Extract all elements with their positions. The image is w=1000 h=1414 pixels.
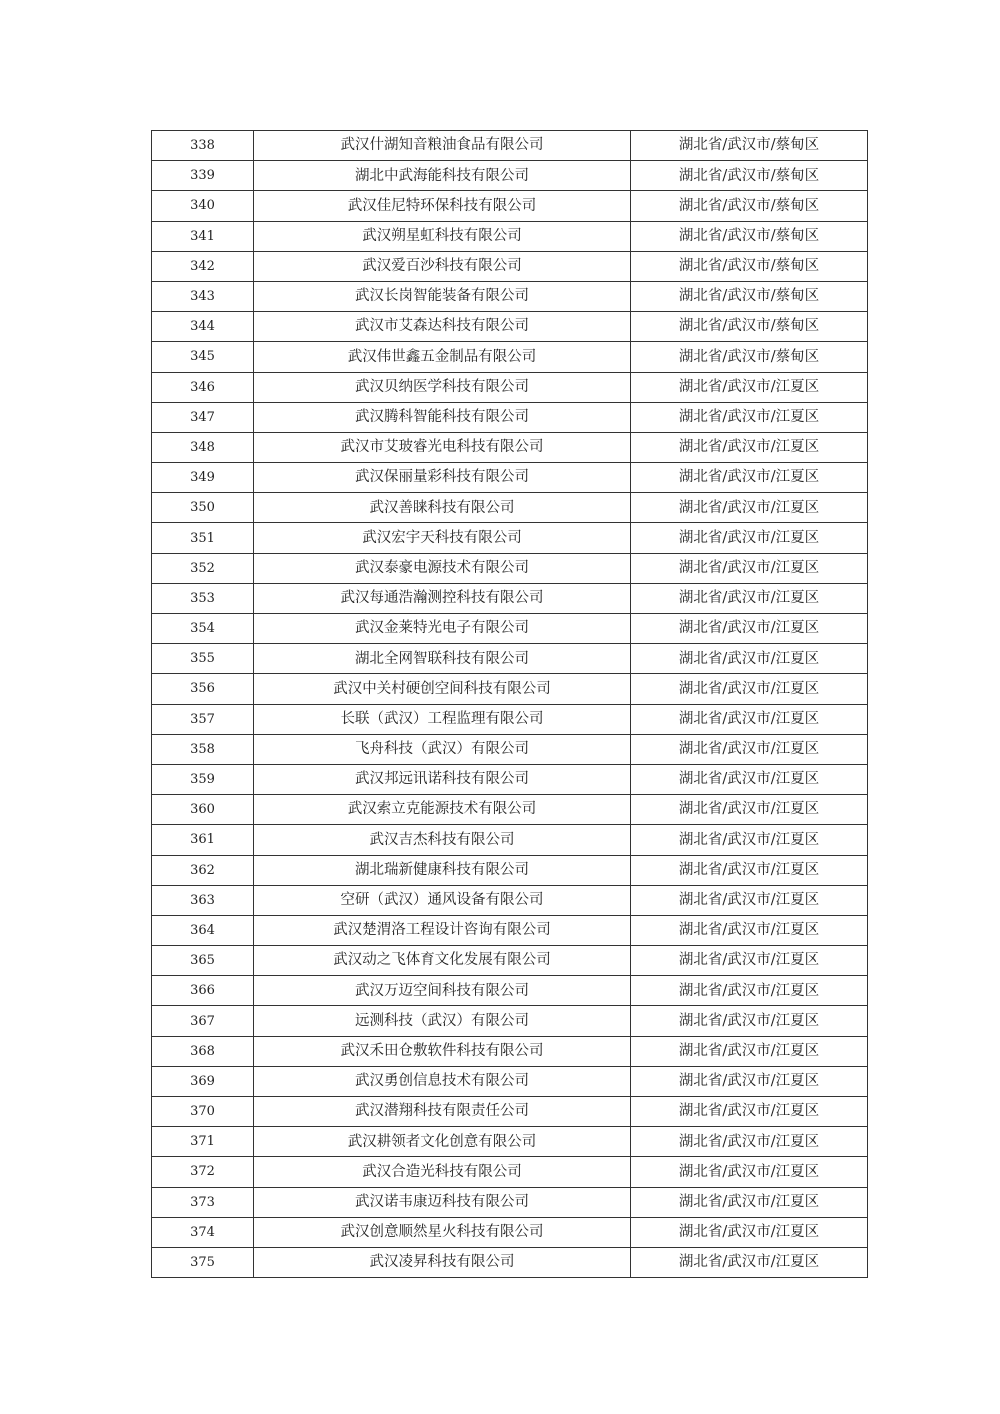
region-cell: 湖北省/武汉市/江夏区 [631,1217,868,1247]
region-cell: 湖北省/武汉市/江夏区 [631,1187,868,1217]
table-row [152,825,868,855]
table-row [152,795,868,825]
company-name-cell: 武汉保丽量彩科技有限公司 [254,463,631,493]
table-row [152,221,868,251]
row-number-cell: 357 [152,704,254,734]
company-name-cell: 湖北全网智联科技有限公司 [254,644,631,674]
row-number-cell: 339 [152,161,254,191]
row-number-cell: 371 [152,1127,254,1157]
company-name-cell: 武汉什湖知音粮油食品有限公司 [254,131,631,161]
row-number-cell: 348 [152,432,254,462]
company-name-cell: 湖北中武海能科技有限公司 [254,161,631,191]
row-number-cell: 364 [152,915,254,945]
company-name-cell: 武汉凌昇科技有限公司 [254,1247,631,1277]
row-number-cell: 354 [152,614,254,644]
company-name-cell: 武汉动之飞体育文化发展有限公司 [254,946,631,976]
region-cell: 湖北省/武汉市/江夏区 [631,976,868,1006]
row-number-cell: 362 [152,855,254,885]
region-cell: 湖北省/武汉市/江夏区 [631,915,868,945]
row-number-cell: 350 [152,493,254,523]
table-row [152,674,868,704]
table-row [152,1006,868,1036]
region-cell: 湖北省/武汉市/江夏区 [631,1006,868,1036]
table-row [152,131,868,161]
company-name-cell: 飞舟科技（武汉）有限公司 [254,734,631,764]
row-number-cell: 370 [152,1097,254,1127]
region-cell: 湖北省/武汉市/江夏区 [631,463,868,493]
region-cell: 湖北省/武汉市/江夏区 [631,1127,868,1157]
table-row [152,644,868,674]
table-row [152,342,868,372]
region-cell: 湖北省/武汉市/蔡甸区 [631,251,868,281]
table-row [152,1187,868,1217]
table-row [152,704,868,734]
row-number-cell: 355 [152,644,254,674]
region-cell: 湖北省/武汉市/江夏区 [631,523,868,553]
row-number-cell: 365 [152,946,254,976]
region-cell: 湖北省/武汉市/江夏区 [631,764,868,794]
region-cell: 湖北省/武汉市/江夏区 [631,1066,868,1096]
region-cell: 湖北省/武汉市/蔡甸区 [631,221,868,251]
table-row [152,855,868,885]
table-row [152,1036,868,1066]
row-number-cell: 367 [152,1006,254,1036]
row-number-cell: 374 [152,1217,254,1247]
row-number-cell: 363 [152,885,254,915]
company-name-cell: 武汉爱百沙科技有限公司 [254,251,631,281]
table-row [152,251,868,281]
row-number-cell: 359 [152,764,254,794]
region-cell: 湖北省/武汉市/江夏区 [631,1036,868,1066]
company-table-body [152,131,868,1278]
row-number-cell: 366 [152,976,254,1006]
company-name-cell: 武汉禾田仓敷软件科技有限公司 [254,1036,631,1066]
company-name-cell: 武汉潜翔科技有限责任公司 [254,1097,631,1127]
company-name-cell: 武汉市艾森达科技有限公司 [254,312,631,342]
company-name-cell: 武汉伟世鑫五金制品有限公司 [254,342,631,372]
row-number-cell: 360 [152,795,254,825]
region-cell: 湖北省/武汉市/江夏区 [631,946,868,976]
company-name-cell: 湖北瑞新健康科技有限公司 [254,855,631,885]
table-row [152,161,868,191]
table-row [152,1127,868,1157]
region-cell: 湖北省/武汉市/江夏区 [631,734,868,764]
region-cell: 湖北省/武汉市/蔡甸区 [631,342,868,372]
company-name-cell: 武汉邦远讯诺科技有限公司 [254,764,631,794]
region-cell: 湖北省/武汉市/江夏区 [631,825,868,855]
company-name-cell: 武汉诺韦康迈科技有限公司 [254,1187,631,1217]
row-number-cell: 342 [152,251,254,281]
table-row [152,402,868,432]
company-name-cell: 武汉合造光科技有限公司 [254,1157,631,1187]
table-row [152,463,868,493]
row-number-cell: 338 [152,131,254,161]
row-number-cell: 347 [152,402,254,432]
region-cell: 湖北省/武汉市/江夏区 [631,1247,868,1277]
table-row [152,372,868,402]
company-name-cell: 武汉佳尼特环保科技有限公司 [254,191,631,221]
row-number-cell: 352 [152,553,254,583]
company-name-cell: 武汉中关村硬创空间科技有限公司 [254,674,631,704]
row-number-cell: 369 [152,1066,254,1096]
company-name-cell: 武汉创意顺然星火科技有限公司 [254,1217,631,1247]
row-number-cell: 351 [152,523,254,553]
row-number-cell: 353 [152,583,254,613]
region-cell: 湖北省/武汉市/江夏区 [631,493,868,523]
table-row [152,583,868,613]
table-row [152,1097,868,1127]
company-name-cell: 武汉长岗智能装备有限公司 [254,281,631,311]
company-name-cell: 武汉吉杰科技有限公司 [254,825,631,855]
row-number-cell: 341 [152,221,254,251]
table-row [152,1247,868,1277]
company-name-cell: 长联（武汉）工程监理有限公司 [254,704,631,734]
table-row [152,312,868,342]
row-number-cell: 358 [152,734,254,764]
company-name-cell: 武汉索立克能源技术有限公司 [254,795,631,825]
region-cell: 湖北省/武汉市/蔡甸区 [631,312,868,342]
company-name-cell: 武汉泰豪电源技术有限公司 [254,553,631,583]
company-name-cell: 远测科技（武汉）有限公司 [254,1006,631,1036]
region-cell: 湖北省/武汉市/江夏区 [631,372,868,402]
region-cell: 湖北省/武汉市/蔡甸区 [631,131,868,161]
table-row [152,553,868,583]
table-row [152,885,868,915]
table-row [152,915,868,945]
region-cell: 湖北省/武汉市/江夏区 [631,583,868,613]
row-number-cell: 340 [152,191,254,221]
table-row [152,734,868,764]
company-name-cell: 武汉腾科智能科技有限公司 [254,402,631,432]
region-cell: 湖北省/武汉市/江夏区 [631,704,868,734]
region-cell: 湖北省/武汉市/江夏区 [631,1097,868,1127]
row-number-cell: 349 [152,463,254,493]
table-row [152,1066,868,1096]
region-cell: 湖北省/武汉市/江夏区 [631,402,868,432]
company-name-cell: 武汉宏宇天科技有限公司 [254,523,631,553]
company-name-cell: 武汉勇创信息技术有限公司 [254,1066,631,1096]
table-row [152,614,868,644]
region-cell: 湖北省/武汉市/蔡甸区 [631,161,868,191]
company-name-cell: 武汉楚渭洛工程设计咨询有限公司 [254,915,631,945]
row-number-cell: 361 [152,825,254,855]
table-row [152,523,868,553]
row-number-cell: 373 [152,1187,254,1217]
company-name-cell: 武汉每通浩瀚测控科技有限公司 [254,583,631,613]
region-cell: 湖北省/武汉市/蔡甸区 [631,191,868,221]
row-number-cell: 346 [152,372,254,402]
row-number-cell: 344 [152,312,254,342]
row-number-cell: 368 [152,1036,254,1066]
row-number-cell: 345 [152,342,254,372]
region-cell: 湖北省/武汉市/江夏区 [631,1157,868,1187]
table-row [152,281,868,311]
company-name-cell: 武汉市艾玻睿光电科技有限公司 [254,432,631,462]
company-name-cell: 武汉万迈空间科技有限公司 [254,976,631,1006]
region-cell: 湖北省/武汉市/江夏区 [631,553,868,583]
region-cell: 湖北省/武汉市/江夏区 [631,885,868,915]
region-cell: 湖北省/武汉市/江夏区 [631,614,868,644]
row-number-cell: 343 [152,281,254,311]
row-number-cell: 356 [152,674,254,704]
table-row [152,1217,868,1247]
table-row [152,432,868,462]
company-name-cell: 武汉耕领者文化创意有限公司 [254,1127,631,1157]
table-row [152,764,868,794]
company-table [151,130,868,1278]
region-cell: 湖北省/武汉市/江夏区 [631,432,868,462]
company-name-cell: 武汉善睐科技有限公司 [254,493,631,523]
row-number-cell: 372 [152,1157,254,1187]
region-cell: 湖北省/武汉市/蔡甸区 [631,281,868,311]
table-row [152,493,868,523]
company-name-cell: 武汉朔星虹科技有限公司 [254,221,631,251]
table-row [152,191,868,221]
region-cell: 湖北省/武汉市/江夏区 [631,855,868,885]
region-cell: 湖北省/武汉市/江夏区 [631,795,868,825]
company-name-cell: 武汉贝纳医学科技有限公司 [254,372,631,402]
region-cell: 湖北省/武汉市/江夏区 [631,674,868,704]
table-row [152,976,868,1006]
table-row [152,1157,868,1187]
company-name-cell: 空研（武汉）通风设备有限公司 [254,885,631,915]
row-number-cell: 375 [152,1247,254,1277]
table-row [152,946,868,976]
company-name-cell: 武汉金莱特光电子有限公司 [254,614,631,644]
region-cell: 湖北省/武汉市/江夏区 [631,644,868,674]
